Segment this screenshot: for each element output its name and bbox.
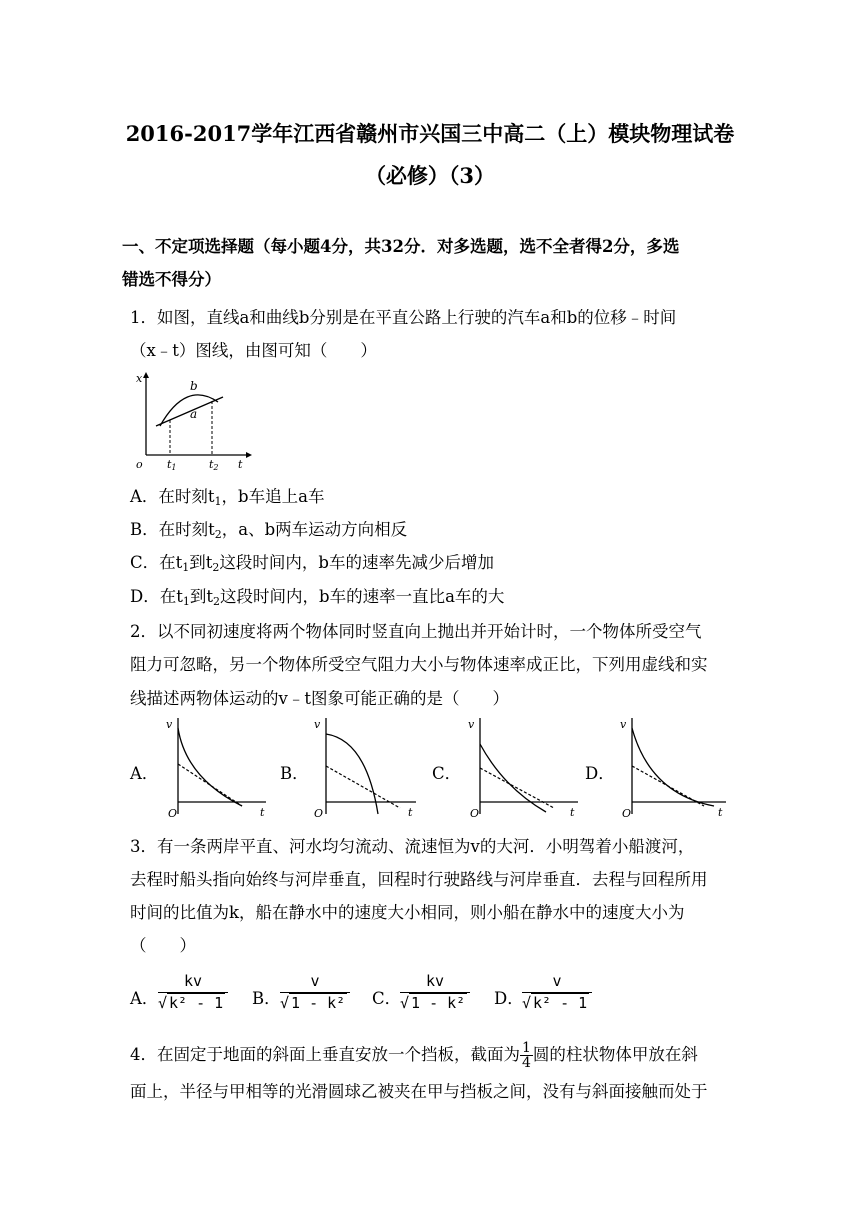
q1-text-line1: 1．如图，直线a和曲线b分别是在平直公路上行驶的汽车a和b的位移﹣时间: [130, 308, 677, 327]
svg-text:O: O: [168, 807, 178, 820]
svg-text:t: t: [570, 806, 575, 819]
q1-option-b: B．在时刻$t_2$，a、b两车运动方向相反: [130, 520, 408, 541]
exam-title-line2: （必修）（3）: [364, 163, 496, 188]
svg-text:v: v: [166, 718, 173, 731]
q1-t1-label: t1: [167, 458, 177, 470]
svg-text:t: t: [718, 806, 723, 819]
q2-option-a-label: A．: [130, 764, 159, 783]
q1-y-axis-label: x: [136, 372, 143, 385]
svg-text:t: t: [260, 806, 265, 819]
q4-text-line1: 4．在固定于地面的斜面上垂直安放一个挡板，截面为 $\frac{1}{4}$ 圆的柱状物体甲放在斜: [130, 1040, 698, 1071]
q1-x-axis-label: t: [238, 458, 243, 470]
q1-line-a-label: a: [190, 407, 198, 421]
q4-text-line2: 面上，半径与甲相等的光滑圆球乙被夹在甲与挡板之间，没有与斜面接触而处于: [130, 1082, 708, 1101]
q3-option-c-formula: kv √ 1 - k²: [400, 972, 470, 1016]
q2-text-line3: 线描述两物体运动的v﹣t图象可能正确的是（ ）: [130, 689, 509, 708]
q1-t2-label: t2: [209, 458, 219, 470]
q3-text-line1: 3．有一条两岸平直、河水均匀流动、流速恒为v的大河．小明驾着小船渡河，: [130, 837, 695, 856]
q1-text-line2: （x﹣t）图线，由图可知（ ）: [130, 341, 377, 360]
q1-option-a: A．在时刻$t_1$，b车追上a车: [130, 487, 325, 508]
q3-text-line3: 时间的比值为k，船在静水中的速度大小相同，则小船在静水中的速度大小为: [130, 903, 685, 922]
exam-title-line1: 2016-2017学年江西省赣州市兴国三中高二（上）模块物理试卷: [125, 121, 735, 146]
q3-option-a-label: A．: [130, 989, 159, 1008]
q1-origin-label: o: [136, 458, 143, 470]
q3-option-b-label: B．: [252, 989, 281, 1008]
q3-option-a-formula: kv √ k² - 1: [158, 972, 228, 1016]
svg-text:v: v: [314, 718, 321, 731]
q2-text-line1: 2．以不同初速度将两个物体同时竖直向上抛出并开始计时，一个物体所受空气: [130, 622, 702, 641]
section-heading-line1: 一、不定项选择题（每小题4分，共32分．对多选题，选不全者得2分，多选: [122, 237, 680, 256]
q3-text-line2: 去程时船头指向始终与河岸垂直，回程时行驶路线与河岸垂直．去程与回程所用: [130, 870, 708, 889]
q1-option-d: D．在$t_1$到$t_2$这段时间内，b车的速率一直比a车的大: [130, 587, 505, 608]
svg-text:O: O: [314, 807, 324, 820]
q2-option-c-label: C．: [432, 764, 462, 783]
q2-graph-b: [308, 714, 418, 824]
q2-text-line2: 阻力可忽略，另一个物体所受空气阻力大小与物体速率成正比，下列用虚线和实: [130, 655, 708, 674]
q3-option-d-label: D．: [494, 989, 524, 1008]
q1-curve-b-label: b: [190, 379, 198, 393]
q2-graph-c: [462, 714, 582, 824]
q2-graph-d: [614, 714, 730, 824]
q1-xt-graph: [128, 370, 258, 470]
svg-text:O: O: [622, 807, 632, 820]
q3-text-line4: （ ）: [130, 936, 196, 955]
q2-graph-a: [160, 714, 270, 824]
q2-option-b-label: B．: [280, 764, 309, 783]
svg-text:v: v: [620, 718, 627, 731]
q3-option-b-formula: v √ 1 - k²: [280, 972, 350, 1016]
q3-option-d-formula: v √ k² - 1: [522, 972, 592, 1016]
svg-text:t: t: [408, 806, 413, 819]
q4-quarter-fraction: $\frac{1}{4}$: [522, 1040, 531, 1071]
q3-option-c-label: C．: [372, 989, 402, 1008]
section-heading-line2: 错选不得分）: [122, 270, 221, 289]
q1-option-c: C．在$t_1$到$t_2$这段时间内，b车的速率先减少后增加: [130, 553, 494, 574]
q2-option-d-label: D．: [585, 764, 615, 783]
svg-text:v: v: [468, 718, 475, 731]
svg-text:O: O: [470, 807, 480, 820]
